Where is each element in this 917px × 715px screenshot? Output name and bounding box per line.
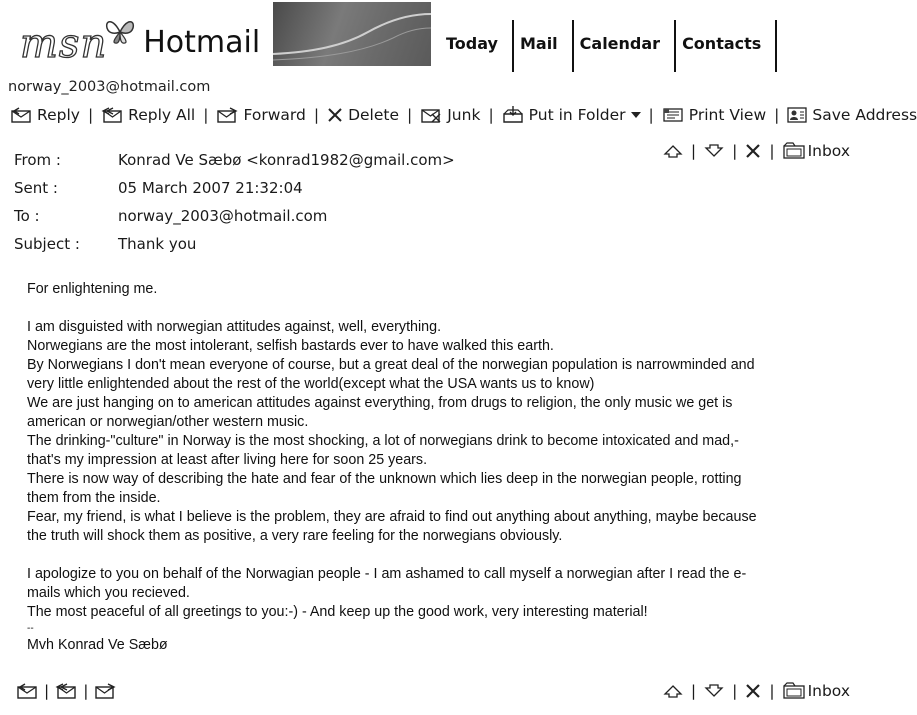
delete-button[interactable]: [327, 106, 399, 124]
sent-value: 05 March 2007 21:32:04: [118, 179, 303, 197]
forward-icon[interactable]: [94, 683, 116, 699]
print-view-icon: [662, 107, 684, 123]
previous-message-icon[interactable]: [663, 144, 683, 158]
next-message-icon[interactable]: [704, 144, 724, 158]
junk-label: Junk: [447, 106, 481, 124]
body-line: Fear, my friend, is what I believe is the problem, they are afraid to find out anything about anything, maybe because: [27, 509, 757, 525]
from-value[interactable]: Konrad Ve Sæbø <konrad1982@gmail.com>: [118, 151, 455, 169]
delete-label: Delete: [348, 106, 399, 124]
hotmail-header: [0, 0, 874, 78]
toolbar-separator: |: [203, 106, 209, 124]
junk-button[interactable]: [420, 106, 480, 124]
top-navigation: [440, 20, 777, 72]
forward-button[interactable]: [216, 106, 305, 124]
bottom-toolbar: [16, 682, 116, 700]
account-email: norway_2003@hotmail.com: [8, 79, 211, 95]
body-line: very little enlightended about the rest of the world(except what the USA wants us to know): [27, 376, 595, 392]
inbox-label: Inbox: [807, 682, 850, 700]
nav-mail[interactable]: Mail: [519, 34, 558, 53]
forward-icon: [216, 107, 238, 123]
body-line: There is now way of describing the hate and fear of the unknown which lies deep in the norwegian people, rotting: [27, 471, 742, 487]
inbox-label: Inbox: [807, 142, 850, 160]
body-line: the truth will shock them as positive, a very rare feeling for the norwegians obviously.: [27, 528, 563, 544]
put-in-folder-label: Put in Folder: [528, 106, 626, 124]
previous-message-icon[interactable]: [663, 684, 683, 698]
delete-icon: [327, 107, 343, 123]
nav-contacts[interactable]: Contacts: [682, 34, 762, 53]
from-row: [14, 146, 455, 174]
reply-all-label: Reply All: [128, 106, 196, 124]
toolbar-separator: |: [774, 106, 780, 124]
message-body: [27, 280, 847, 655]
toolbar-separator: |: [83, 682, 89, 700]
body-line: Norwegians are the most intolerant, selfish bastards ever to have walked this earth.: [27, 338, 554, 354]
from-label: From :: [14, 151, 61, 169]
nav-calendar[interactable]: Calendar: [579, 34, 661, 53]
sent-label: Sent :: [14, 179, 58, 197]
header-banner-image: [273, 2, 431, 66]
reply-button[interactable]: [10, 106, 80, 124]
reply-icon[interactable]: [16, 683, 38, 699]
toolbar-separator: |: [488, 106, 494, 124]
nav-separator: |: [690, 682, 697, 700]
sent-row: [14, 174, 455, 202]
body-line: I am disguisted with norwegian attitudes against, well, everything.: [27, 319, 442, 335]
put-in-folder-button[interactable]: [502, 106, 641, 124]
message-toolbar: [10, 106, 917, 124]
body-line: I apologize to you on behalf of the Norwagian people - I am ashamed to call myself a norwegian after I read the e-: [27, 566, 747, 582]
save-address-icon: [787, 107, 807, 123]
reply-label: Reply: [37, 106, 80, 124]
reply-all-icon: [101, 107, 123, 123]
save-address-label: Save Address: [812, 106, 917, 124]
signature-dash: --: [27, 623, 34, 634]
msn-hotmail-logo[interactable]: [20, 14, 261, 67]
message-header-fields: [14, 146, 455, 258]
body-line: We are just hanging on to american attitudes against everything, from drugs to religion, the only music we get is: [27, 395, 733, 411]
subject-label: Subject :: [14, 235, 80, 253]
to-label: To :: [14, 207, 40, 225]
inbox-link[interactable]: [783, 682, 850, 700]
close-message-icon[interactable]: [745, 683, 761, 699]
nav-separator: |: [732, 142, 738, 160]
subject-row: [14, 230, 455, 258]
print-view-button[interactable]: [662, 106, 766, 124]
to-row: [14, 202, 455, 230]
reply-all-button[interactable]: [101, 106, 195, 124]
next-message-icon[interactable]: [704, 684, 724, 698]
nav-today[interactable]: Today: [446, 34, 498, 53]
print-view-label: Print View: [688, 106, 767, 124]
save-address-button[interactable]: [787, 106, 917, 124]
reply-all-icon[interactable]: [55, 683, 77, 699]
msn-butterfly-icon: [107, 16, 137, 64]
body-line: them from the inside.: [27, 490, 161, 506]
dropdown-arrow-icon: [631, 111, 641, 119]
body-intro: For enlightening me.: [27, 281, 158, 297]
msn-logo-text: msn: [20, 21, 108, 67]
nav-separator: |: [769, 682, 775, 700]
toolbar-separator: |: [648, 106, 654, 124]
put-in-folder-icon: [502, 106, 524, 124]
body-line: The drinking-"culture" in Norway is the most shocking, a lot of norwegians drink to become intoxicated and mad,-: [27, 433, 739, 449]
inbox-folder-icon: [783, 683, 805, 699]
message-navigation-top: [663, 142, 850, 160]
to-value[interactable]: norway_2003@hotmail.com: [118, 207, 328, 225]
inbox-folder-icon: [783, 143, 805, 159]
toolbar-separator: |: [407, 106, 413, 124]
signature: Mvh Konrad Ve Sæbø: [27, 637, 168, 653]
body-line: that's my impression at least after living here for soon 25 years.: [27, 452, 428, 468]
body-line: By Norwegians I don't mean everyone of course, but a great deal of the norwegian population is narrowminded and: [27, 357, 755, 373]
hotmail-brand: Hotmail: [143, 25, 261, 60]
message-navigation-bottom: [663, 682, 850, 700]
reply-icon: [10, 107, 32, 123]
junk-icon: [420, 107, 442, 123]
forward-label: Forward: [243, 106, 306, 124]
inbox-link[interactable]: [783, 142, 850, 160]
nav-separator: |: [690, 142, 697, 160]
toolbar-separator: |: [313, 106, 320, 124]
nav-separator: |: [769, 142, 775, 160]
nav-separator: |: [732, 682, 738, 700]
body-line: american or norwegian/other western music.: [27, 414, 309, 430]
toolbar-separator: |: [44, 682, 50, 700]
subject-value: Thank you: [118, 235, 197, 253]
close-message-icon[interactable]: [745, 143, 761, 159]
body-line: mails which you recieved.: [27, 585, 190, 601]
nav-separator: [775, 20, 777, 72]
toolbar-separator: |: [87, 106, 94, 124]
body-line: The most peaceful of all greetings to you:-) - And keep up the good work, very interesting material!: [27, 604, 648, 620]
